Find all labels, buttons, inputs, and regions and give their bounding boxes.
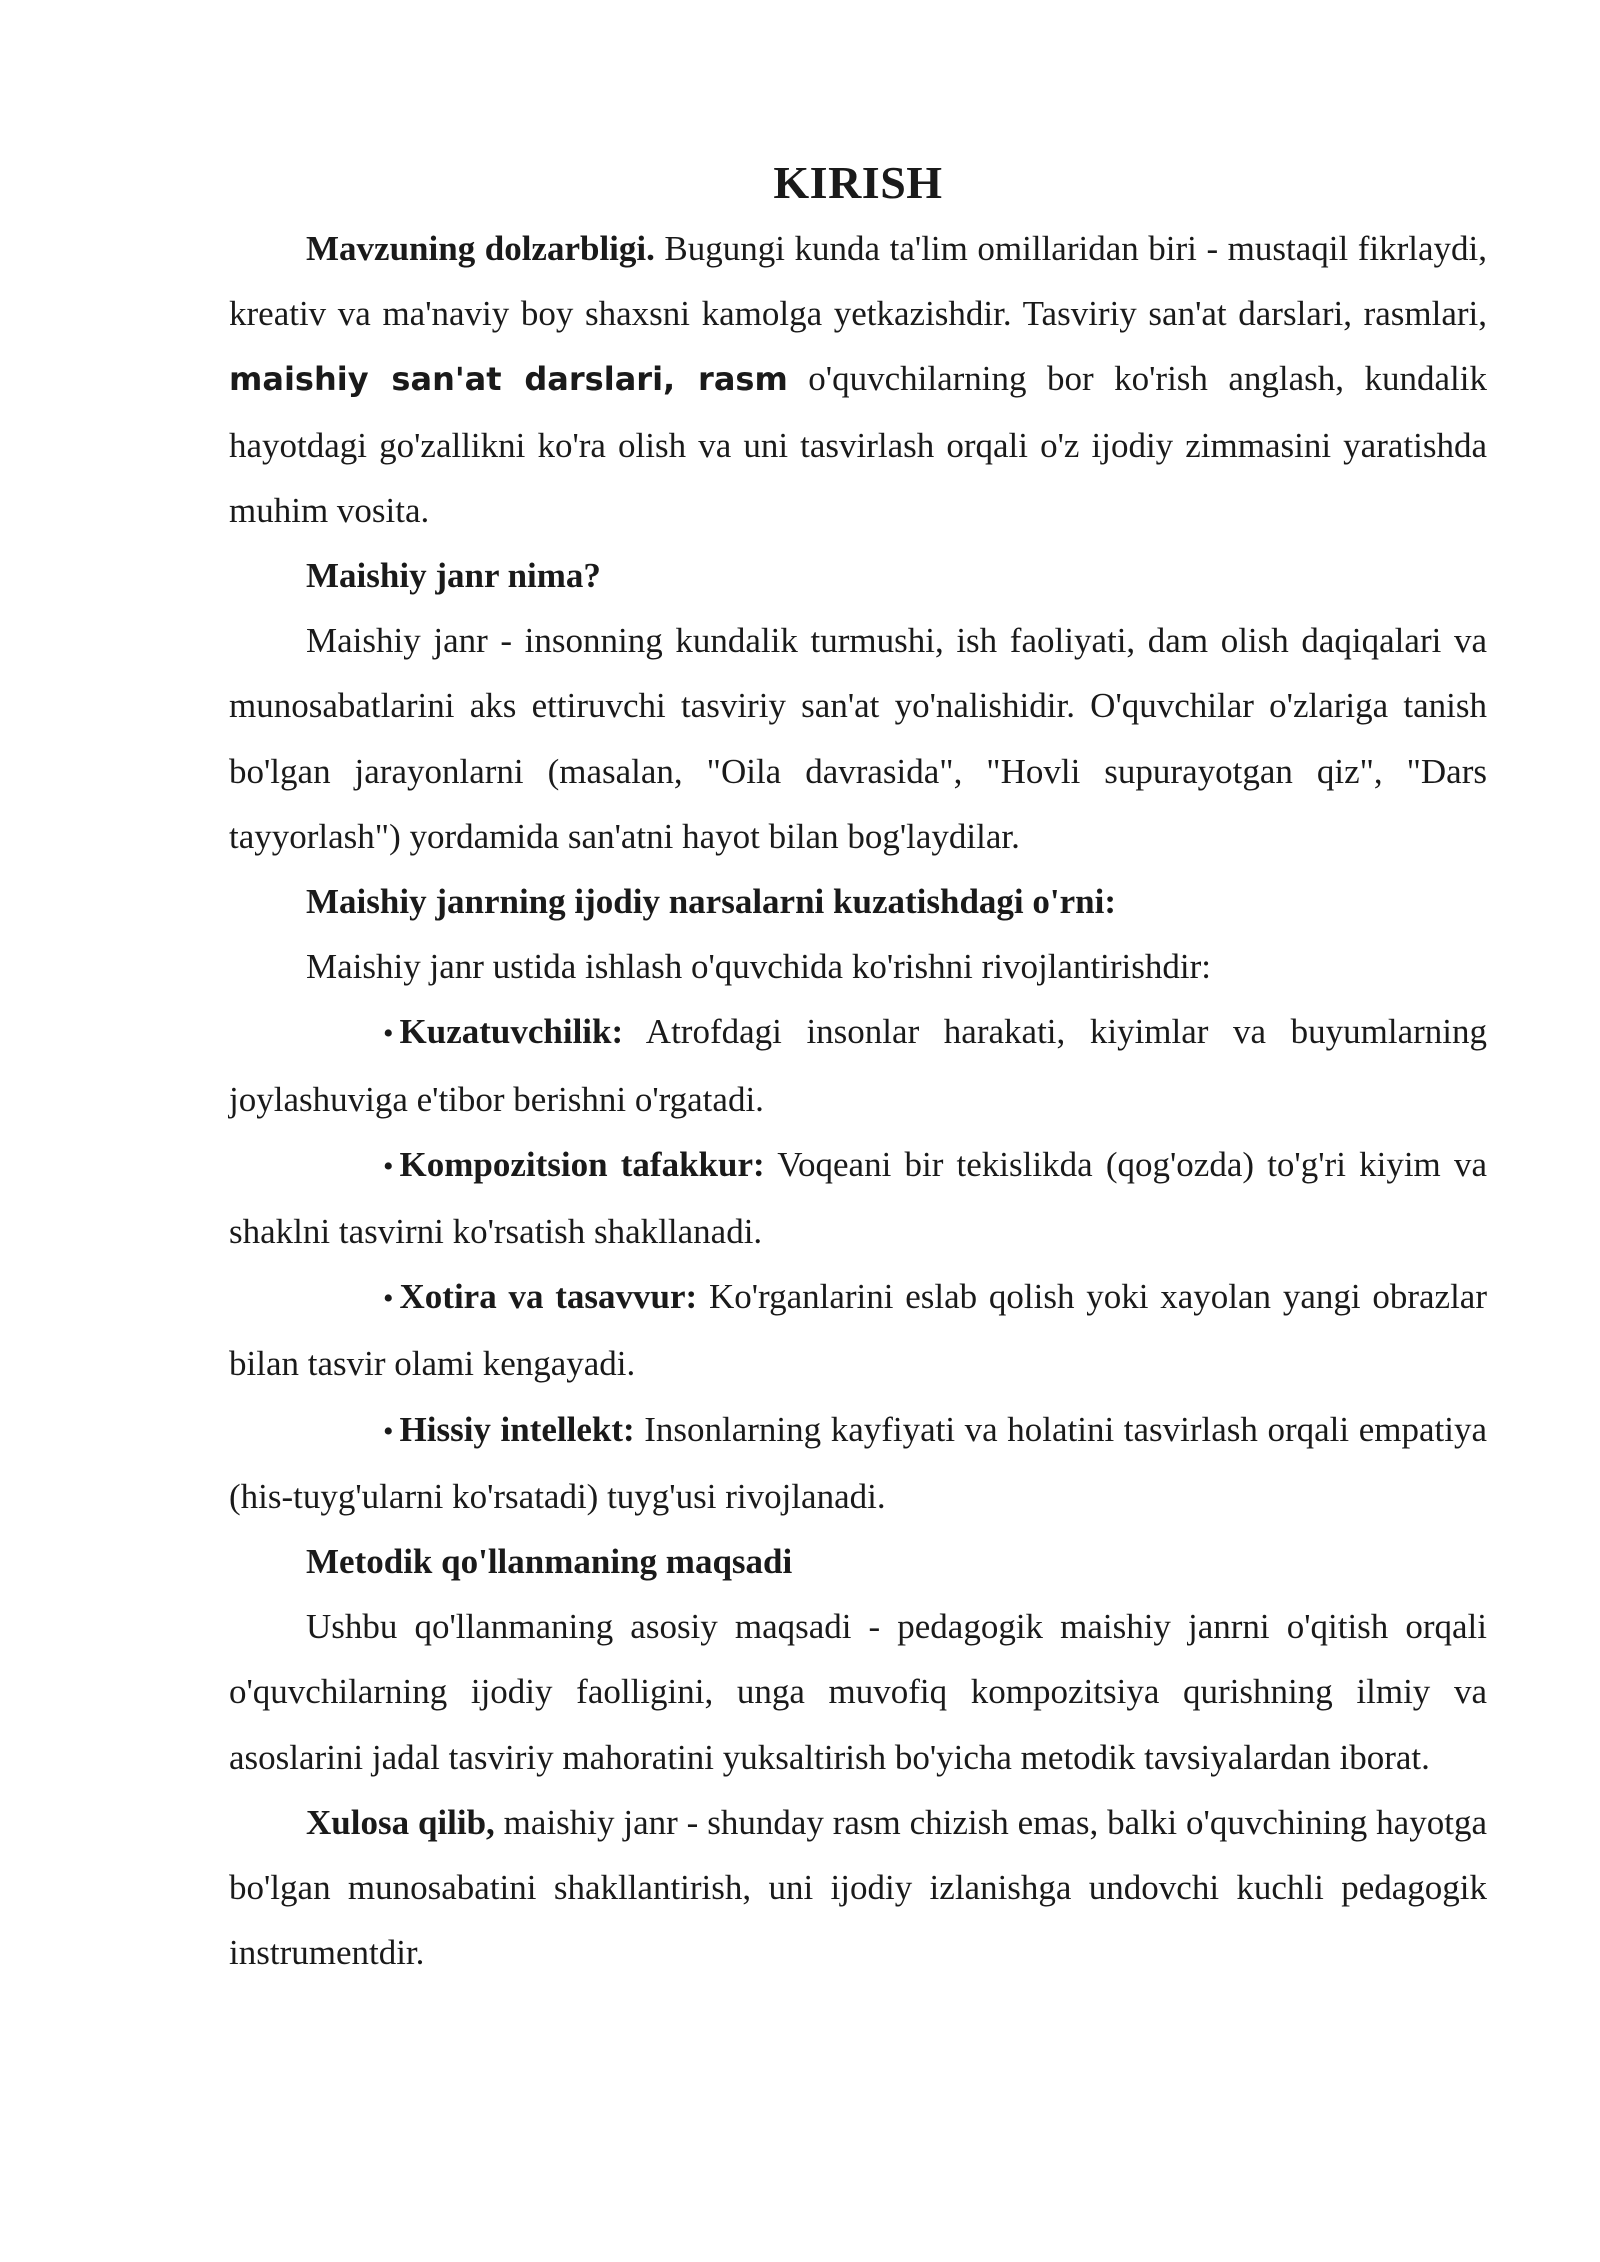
page-title: KIRISH xyxy=(773,157,943,208)
bullet-text: Insonlarning kayfiyati va holatini tasvirlash orqali empatiya (his-tuyg'ularni ko'rsatadi) tuyg'usi rivojlanadi. xyxy=(229,1409,1487,1516)
bullet-text: Atrofdagi insonlar harakati, kiyimlar va buyumlarning joylashuviga e'tibor berishni o'rgatadi. xyxy=(229,1012,1487,1119)
paragraph-conclusion xyxy=(229,1790,1487,1986)
bullet-item xyxy=(229,1132,1487,1264)
bullet-term: Kompozitsion tafakkur: xyxy=(399,1144,765,1184)
paragraph-manual-goal: Ushbu qo'llanmaning asosiy maqsadi - pedagogik maishiy janrni o'qitish orqali o'quvchilarning ijodiy faolligini, unga muvofiq kompozitsiya qurishning ilmiy va asoslarini jadal tasviriy mahoratini yuksaltirish bo'yicha metodik tavsiyalardan iborat. xyxy=(229,1607,1487,1777)
paragraph-relevance xyxy=(229,216,1487,543)
paragraph-genre-definition: Maishiy janr - insonning kundalik turmushi, ish faoliyati, dam olish daqiqalari va munosabatlarini aks ettiruvchi tasviriy san'at yo'nalishidir. O'quvchilar o'zlariga tanish bo'lgan jarayonlarni (masalan, "Oila davrasida", "Hovli supurayotgan qiz", "Dars tayyorlash") yordamida san'atni hayot bilan bog'laydilar. xyxy=(229,621,1487,856)
relevance-lead: Mavzuning dolzarbligi. xyxy=(306,229,655,268)
bullet-icon: • xyxy=(383,1282,394,1316)
bullet-text: Ko'rganlarini eslab qolish yoki xayolan yangi obrazlar bilan tasvir olami kengayadi. xyxy=(229,1277,1487,1384)
bullet-text: Voqeani bir tekislikda (qog'ozda) to'g'ri kiyim va shaklni tasvirni ko'rsatish shakllanadi. xyxy=(229,1144,1487,1252)
conclusion-lead: Xulosa qilib, xyxy=(306,1802,495,1842)
bullet-term: Kuzatuvchilik: xyxy=(399,1012,624,1052)
conclusion-text: maishiy janr - shunday rasm chizish emas, balki o'quvchining hayotga bo'lgan munosabatini shakllantirish, uni ijodiy izlanishga undovchi kuchli pedagogik instrumentdir. xyxy=(229,1802,1487,1973)
bullet-term: Xotira va tasavvur: xyxy=(399,1277,698,1317)
bullet-icon: • xyxy=(383,1149,394,1183)
bullet-item xyxy=(229,1397,1487,1529)
relevance-text-1: Bugungi kunda ta'lim omillaridan biri - mustaqil fikrlaydi, kreativ va ma'naviy boy shaxsni kamolga yetkazishdir. Tasviriy san'at darslari, rasmlari, xyxy=(229,229,1488,334)
document-page xyxy=(229,150,1487,1985)
paragraph-genre-role-intro: Maishiy janr ustida ishlash o'quvchida ko'rishni rivojlantirishdir: xyxy=(306,947,1212,987)
relevance-text-2: o'quvchilarning bor ko'rish anglash, kundalik hayotdagi go'zallikni ko'ra olish va uni tasvirlash orqali o'z ijodiy zimmasini yaratishda muhim vosita. xyxy=(229,359,1488,530)
relevance-bold-phrase: maishiy san'at darslari, rasm xyxy=(229,360,788,399)
heading-genre-role: Maishiy janrning ijodiy narsalarni kuzatishdagi o'rni: xyxy=(306,882,1116,922)
bullet-icon: • xyxy=(383,1414,394,1448)
bullet-item xyxy=(229,1264,1487,1396)
heading-manual-goal: Metodik qo'llanmaning maqsadi xyxy=(306,1542,793,1582)
bullet-item xyxy=(229,999,1487,1131)
bullet-icon: • xyxy=(383,1017,394,1051)
heading-genre-definition: Maishiy janr nima? xyxy=(306,556,601,596)
bullet-term: Hissiy intellekt: xyxy=(399,1409,635,1449)
